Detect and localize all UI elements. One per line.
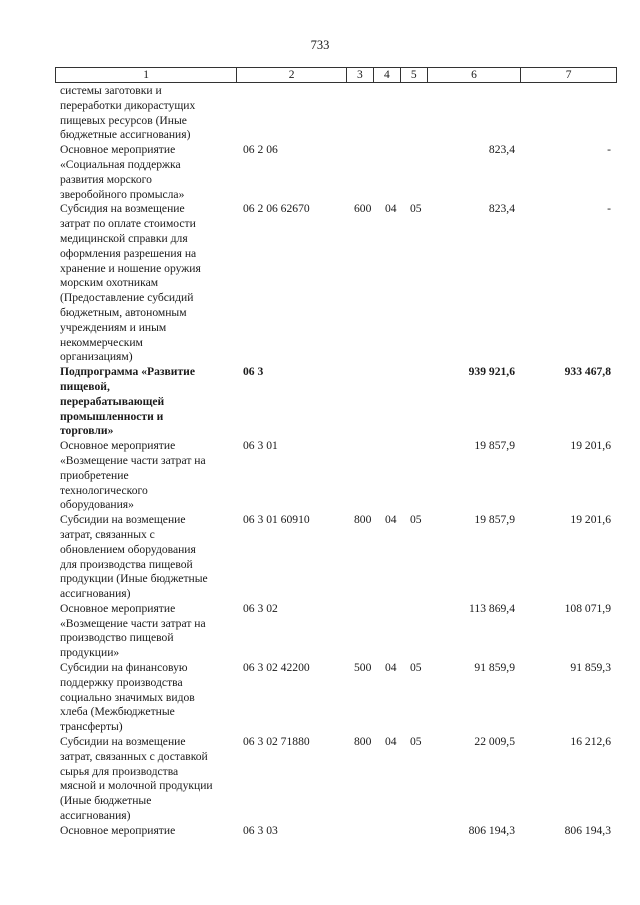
table-row	[60, 365, 615, 439]
row-col-7: -	[607, 202, 611, 216]
table-row	[60, 143, 615, 202]
row-col-7: 806 194,3	[564, 823, 611, 837]
row-col-7: 16 212,6	[570, 735, 611, 749]
row-col-7: 19 201,6	[570, 513, 611, 527]
row-col-6: 91 859,9	[474, 661, 515, 675]
row-col-6: 19 857,9	[474, 513, 515, 527]
budget-table-body	[60, 84, 615, 839]
row-name: Субсидия на возмещение затрат по оплате стоимости медицинской справки для оформления разрешения на хранение и ношение оружия морским охотникам (Предоставление субсидий бюджетным, автономным учреждениям и иным некоммерческим организациям)	[60, 202, 201, 364]
row-col-6: 823,4	[488, 143, 515, 157]
row-col-3: 800	[354, 735, 372, 749]
row-col-6: 939 921,6	[468, 365, 515, 379]
row-col-5: 05	[410, 661, 422, 675]
table-row	[60, 202, 615, 365]
row-name: Основное мероприятие «Возмещение части затрат на производство пищевой продукции»	[60, 601, 206, 660]
row-col-4: 04	[385, 735, 397, 749]
row-name: Субсидии на возмещение затрат, связанных с обновлением оборудования для производства пищевой продукции (Иные бюджетные ассигнования)	[60, 513, 208, 601]
row-col-6: 823,4	[488, 202, 515, 216]
row-col-4: 04	[385, 202, 397, 216]
row-code: 06 3 03	[243, 823, 278, 837]
row-name: Субсидии на возмещение затрат, связанных с доставкой сырья для производства мясной и молочной продукции (Иные бюджетные ассигнования)	[60, 735, 213, 823]
header-col-3: 3	[347, 68, 374, 82]
row-col-6: 113 869,4	[469, 601, 515, 615]
row-name: Подпрограмма «Развитие пищевой, перерабатывающей промышленности и торговли»	[60, 365, 195, 438]
row-name: Основное мероприятие «Социальная поддержка развития морского зверобойного промысла»	[60, 143, 185, 201]
row-col-7: 933 467,8	[564, 365, 611, 379]
page-number: 733	[310, 38, 330, 52]
header-col-4: 4	[374, 68, 401, 82]
row-col-7: 108 071,9	[564, 601, 611, 615]
table-row	[60, 602, 615, 661]
row-col-5: 05	[410, 513, 422, 527]
row-code: 06 3 01 60910	[243, 513, 310, 527]
row-col-3: 800	[354, 513, 372, 527]
table-row	[60, 735, 615, 824]
row-code: 06 3 02 42200	[243, 661, 310, 675]
row-col-5: 05	[410, 735, 422, 749]
row-name: Основное мероприятие	[60, 823, 176, 837]
row-col-4: 04	[385, 513, 397, 527]
row-col-6: 19 857,9	[474, 439, 515, 453]
row-col-3: 600	[354, 202, 372, 216]
table-row	[60, 513, 615, 602]
row-code: 06 3 02 71880	[243, 735, 310, 749]
row-col-7: -	[607, 143, 611, 157]
header-col-7: 7	[565, 69, 572, 81]
table-header	[55, 67, 617, 83]
row-code: 06 2 06	[243, 143, 278, 157]
header-col-2: 2	[237, 68, 347, 82]
row-code: 06 2 06 62670	[243, 202, 310, 216]
row-col-7: 91 859,3	[570, 661, 611, 675]
table-row	[60, 824, 615, 839]
row-col-3: 500	[354, 661, 372, 675]
row-col-4: 04	[385, 661, 397, 675]
header-col-6: 6	[428, 68, 522, 82]
row-code: 06 3 02	[243, 601, 278, 615]
row-code: 06 3 01	[243, 439, 278, 453]
table-row	[60, 439, 615, 513]
row-col-7: 19 201,6	[570, 439, 611, 453]
row-code: 06 3	[243, 365, 264, 379]
row-col-6: 22 009,5	[474, 735, 515, 749]
row-name: системы заготовки и переработки дикорастущих пищевых ресурсов (Иные бюджетные ассигнования)	[60, 84, 196, 142]
table-row	[60, 84, 615, 143]
header-col-1: 1	[56, 68, 237, 82]
table-row	[60, 661, 615, 735]
row-name: Субсидии на финансовую поддержку производства социально значимых видов хлеба (Межбюджетные трансферты)	[60, 661, 195, 734]
row-col-5: 05	[410, 202, 422, 216]
row-col-6: 806 194,3	[468, 823, 515, 837]
row-name: Основное мероприятие «Возмещение части затрат на приобретение технологического оборудования»	[60, 439, 206, 512]
header-col-5: 5	[401, 68, 428, 82]
